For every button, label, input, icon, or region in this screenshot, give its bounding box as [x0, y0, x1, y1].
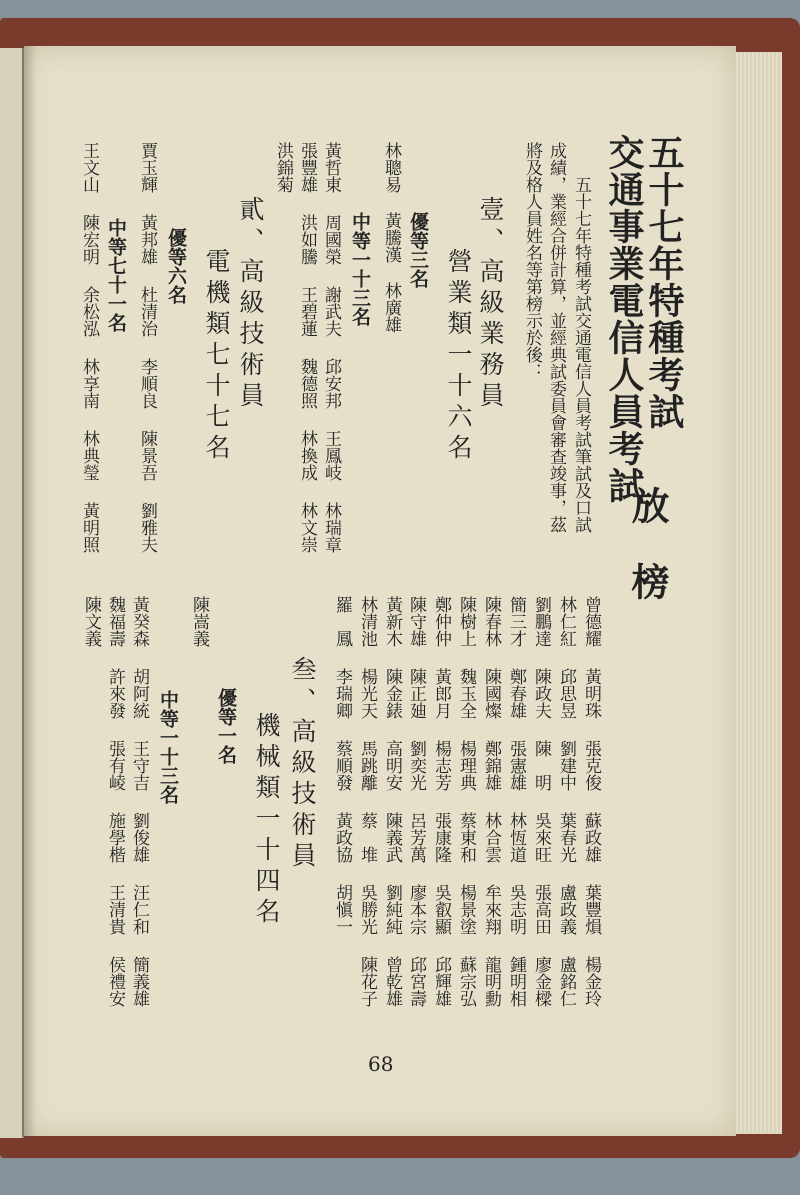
- name-entry: 陳守雄: [406, 596, 426, 647]
- name-entry: 劉建中: [556, 740, 576, 791]
- name-entry: 林清池: [357, 596, 377, 647]
- name-entry: 簡義雄: [129, 956, 149, 1007]
- name-entry: 呂芳萬: [406, 812, 426, 863]
- name-entry: 王鳳岐: [321, 430, 341, 481]
- name-entry: 黃郎月: [431, 668, 451, 719]
- name-entry: 黃明珠: [581, 668, 601, 719]
- name-entry: 林享南: [79, 358, 99, 409]
- section1-heading: 壹、高級業務員: [476, 196, 505, 413]
- name-entry: 劉純純: [382, 884, 402, 935]
- name-entry: 張高田: [531, 884, 551, 935]
- page-edges: [736, 52, 782, 1134]
- section2-heading: 貳、高級技術員: [236, 196, 265, 413]
- name-entry: 魏福壽: [105, 596, 125, 647]
- name-entry: 劉鵬達: [531, 596, 551, 647]
- name-entry: 李順良: [137, 358, 157, 409]
- name-entry: 王守吉: [129, 740, 149, 791]
- name-entry: 蘇政雄: [581, 812, 601, 863]
- name-entry: 賈玉輝: [137, 142, 157, 193]
- name-entry: 吳勝光: [357, 884, 377, 935]
- name-entry: 張克俊: [581, 740, 601, 791]
- name-entry: 楊理典: [456, 740, 476, 791]
- name-entry: 葉豐熉: [581, 884, 601, 935]
- name-entry: 周國榮: [321, 214, 341, 265]
- name-entry: 邱安邦: [321, 358, 341, 409]
- name-entry: 林文崇: [297, 502, 317, 553]
- name-entry: 楊光天: [357, 668, 377, 719]
- name-entry: 陳春林: [481, 596, 501, 647]
- name-entry: 林仁紅: [556, 596, 576, 647]
- name-entry: 胡愼一: [332, 884, 352, 935]
- name-entry: 吳叡顯: [431, 884, 451, 935]
- name-entry: 李瑞卿: [332, 668, 352, 719]
- name-entry: 楊金玲: [581, 956, 601, 1007]
- name-entry: 曾乾雄: [382, 956, 402, 1007]
- name-entry: 洪如騰: [297, 214, 317, 265]
- name-entry: 劉奕光: [406, 740, 426, 791]
- name-entry: 楊志芳: [431, 740, 451, 791]
- section3-grade-b: 中等一十三名: [157, 690, 179, 804]
- name-entry: 黃癸森: [129, 596, 149, 647]
- name-entry: 馬跳離: [357, 740, 377, 791]
- name-entry: 林合雲: [481, 812, 501, 863]
- name-entry: 廖金樑: [531, 956, 551, 1007]
- name-entry: 陳正廸: [406, 668, 426, 719]
- name-entry: 葉春光: [556, 812, 576, 863]
- name-entry: 陳樹上: [456, 596, 476, 647]
- section2-grade-b: 中等七十一名: [105, 218, 127, 332]
- name-entry: 陳國燦: [481, 668, 501, 719]
- name-entry: 羅 鳳: [332, 596, 352, 647]
- name-entry: 張豐雄: [297, 142, 317, 193]
- section3-subheading: 機械類一十四名: [252, 712, 281, 929]
- section1-grade-a: 優等三名: [407, 212, 429, 288]
- name-entry: 蘇宗弘: [456, 956, 476, 1007]
- name-entry: 王文山: [79, 142, 99, 193]
- spine-shadow: [22, 46, 36, 1136]
- left-page-edge: [0, 48, 24, 1138]
- name-entry: 黃騰漢: [381, 212, 401, 263]
- name-entry: 鄭仲仲: [431, 596, 451, 647]
- name-entry: 余松泓: [79, 286, 99, 337]
- name-entry: 楊景塗: [456, 884, 476, 935]
- page-number: 68: [368, 1052, 394, 1076]
- title-line-1: 五十七年特種考試: [643, 134, 685, 430]
- name-entry: 吳來旺: [531, 812, 551, 863]
- name-entry: 陳 明: [531, 740, 551, 791]
- name-entry: 簡三才: [506, 596, 526, 647]
- name-entry: 黃政協: [332, 812, 352, 863]
- name-entry: 謝武夫: [321, 286, 341, 337]
- name-entry: 邱思昱: [556, 668, 576, 719]
- name-entry: 盧政義: [556, 884, 576, 935]
- name-entry: 張康隆: [431, 812, 451, 863]
- name-entry: 吳志明: [506, 884, 526, 935]
- name-entry: 鄭錦雄: [481, 740, 501, 791]
- intro-line-2: 成績，業經合併計算，並經典試委員會審查竣事，茲: [546, 142, 566, 533]
- name-entry: 許來發: [105, 668, 125, 719]
- name-entry: 廖本宗: [406, 884, 426, 935]
- name-entry: 陳義武: [382, 812, 402, 863]
- name-entry: 蔡東和: [456, 812, 476, 863]
- name-entry: 侯禮安: [105, 956, 125, 1007]
- name-entry: 陳宏明: [79, 214, 99, 265]
- title-line-2: 交通事業電信人員考試: [603, 134, 645, 504]
- name-entry: 林聰易: [381, 142, 401, 193]
- name-entry: 林典瑩: [79, 430, 99, 481]
- name-entry: 邱輝雄: [431, 956, 451, 1007]
- section3-heading: 叁、高級技術員: [288, 656, 317, 873]
- name-entry: 陳嵩義: [189, 596, 209, 647]
- name-entry: 劉雅夫: [137, 502, 157, 553]
- section3-grade-a: 優等一名: [215, 688, 237, 764]
- name-entry: 胡阿統: [129, 668, 149, 719]
- name-entry: 林廣雄: [381, 282, 401, 333]
- name-entry: 黃哲東: [321, 142, 341, 193]
- name-entry: 牟來翔: [481, 884, 501, 935]
- name-entry: 魏德照: [297, 358, 317, 409]
- intro-line-3: 將及格人員姓名等第榜示於後：: [522, 142, 542, 380]
- name-entry: 王碧蓮: [297, 286, 317, 337]
- name-entry: 陳花子: [357, 956, 377, 1007]
- name-entry: 施學楷: [105, 812, 125, 863]
- name-entry: 林恆道: [506, 812, 526, 863]
- name-entry: 王清貴: [105, 884, 125, 935]
- name-entry: 邱宮壽: [406, 956, 426, 1007]
- name-entry: 劉俊雄: [129, 812, 149, 863]
- name-entry: 蔡 堆: [357, 812, 377, 863]
- name-entry: 高明安: [382, 740, 402, 791]
- name-entry: 盧銘仁: [556, 956, 576, 1007]
- name-entry: 張憲雄: [506, 740, 526, 791]
- name-entry: 鄭春雄: [506, 668, 526, 719]
- section2-grade-a: 優等六名: [165, 228, 187, 304]
- name-entry: 林瑞章: [321, 502, 341, 553]
- name-entry: 陳金錶: [382, 668, 402, 719]
- intro-line-1: 五十七年特種考試交通電信人員考試筆試及口試: [571, 176, 591, 533]
- name-entry: 黃明照: [79, 502, 99, 553]
- name-entry: 陳政夫: [531, 668, 551, 719]
- name-entry: 曾德耀: [581, 596, 601, 647]
- name-entry: 陳文義: [81, 596, 101, 647]
- section1-grade-b: 中等一十三名: [349, 212, 371, 326]
- name-entry: 龍明勳: [481, 956, 501, 1007]
- name-entry: 黃邦雄: [137, 214, 157, 265]
- name-entry: 汪仁和: [129, 884, 149, 935]
- name-entry: 林換成: [297, 430, 317, 481]
- name-entry: 張有崚: [105, 740, 125, 791]
- name-entry: 鍾明相: [506, 956, 526, 1007]
- name-entry: 魏玉全: [456, 668, 476, 719]
- section2-subheading: 電機類七十七名: [202, 248, 231, 465]
- name-entry: 陳景吾: [137, 430, 157, 481]
- name-entry: 洪錦菊: [273, 142, 293, 193]
- name-entry: 蔡順發: [332, 740, 352, 791]
- fangbang-heading: 放 榜: [625, 486, 670, 600]
- section1-subheading: 營業類一十六名: [444, 248, 473, 465]
- name-entry: 杜清治: [137, 286, 157, 337]
- name-entry: 黃新木: [382, 596, 402, 647]
